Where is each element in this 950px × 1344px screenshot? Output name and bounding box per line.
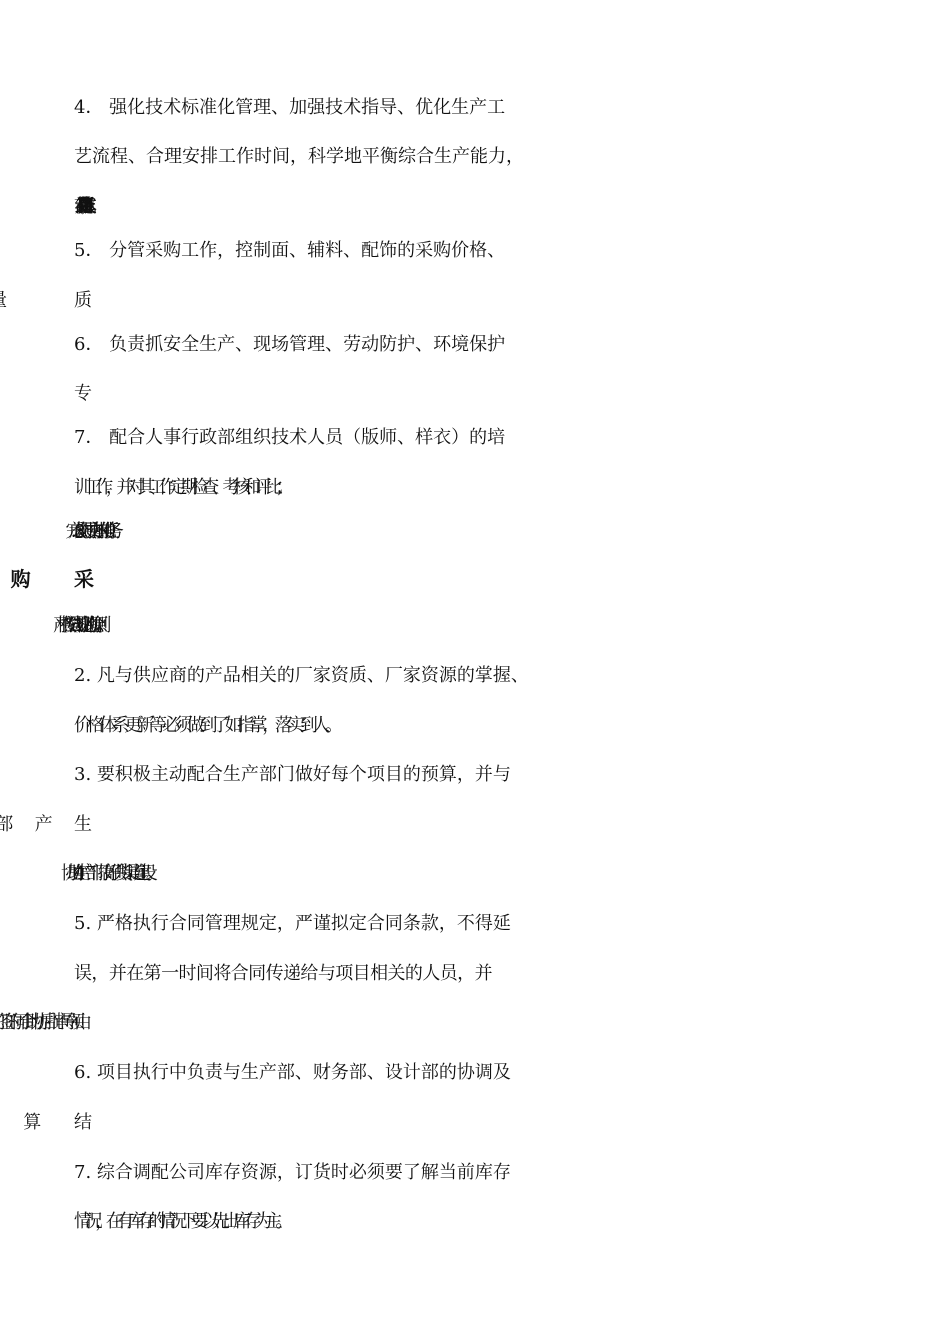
text-line xyxy=(74,1011,892,1035)
text-line: 情况，在有库存的情况下要以先出库存为主。 xyxy=(74,1211,286,1232)
text-line: 8． 完成公司领导交办的其他任务。 xyxy=(74,521,113,542)
text-line: 5． 分管采购工作，控制面、辅料、配饰的采购价格、 xyxy=(74,240,506,261)
section-heading xyxy=(74,567,892,591)
text-line: 价格体系更新等必须做到了如指掌，落实到人。 xyxy=(74,715,338,736)
text-line: 3. 要积极主动配合生产部门做好每个项目的预算，并与 xyxy=(74,764,511,785)
text-line: 4． 强化技术标准化管理、加强技术指导、优化生产工 xyxy=(74,97,506,118)
text-line xyxy=(74,813,892,837)
text-line: 7． 配合人事行政部组织技术人员（版师、样衣）的培 xyxy=(74,427,506,448)
text-line xyxy=(74,382,892,406)
text-line: 4. 协助生产部门搞好供货渠道建设。 xyxy=(74,863,152,884)
text-line: 6． 负责抓安全生产、现场管理、劳动防护、环境保护 xyxy=(74,334,506,355)
text-line: 2. 凡与供应商的产品相关的厂家资质、厂家资源的掌握、 xyxy=(74,665,529,686)
text-line: 艺流程、合理安排工作时间，科学地平衡综合生产能力， xyxy=(74,146,524,167)
text-line: 5. 严格执行合同管理规定，严谨拟定合同条款，不得延 xyxy=(74,913,511,934)
text-line: 误，并在第一时间将合同传递给与项目相关的人员，并 xyxy=(74,963,492,984)
text-line: 6. 项目执行中负责与生产部、财务部、设计部的协调及 xyxy=(74,1062,511,1083)
text-line: 7. 综合调配公司库存资源，订货时必须要了解当前库存 xyxy=(74,1162,511,1183)
text-line: 训工作，并对其工作定期检查、考核和评比； xyxy=(74,477,286,498)
text-line xyxy=(74,289,892,313)
text-line: 1. 严格按照公司规定的询价原则。 xyxy=(74,615,101,636)
text-line: 节约产品制造费用、降低生产成本； xyxy=(74,196,80,217)
text-line xyxy=(74,1111,892,1135)
